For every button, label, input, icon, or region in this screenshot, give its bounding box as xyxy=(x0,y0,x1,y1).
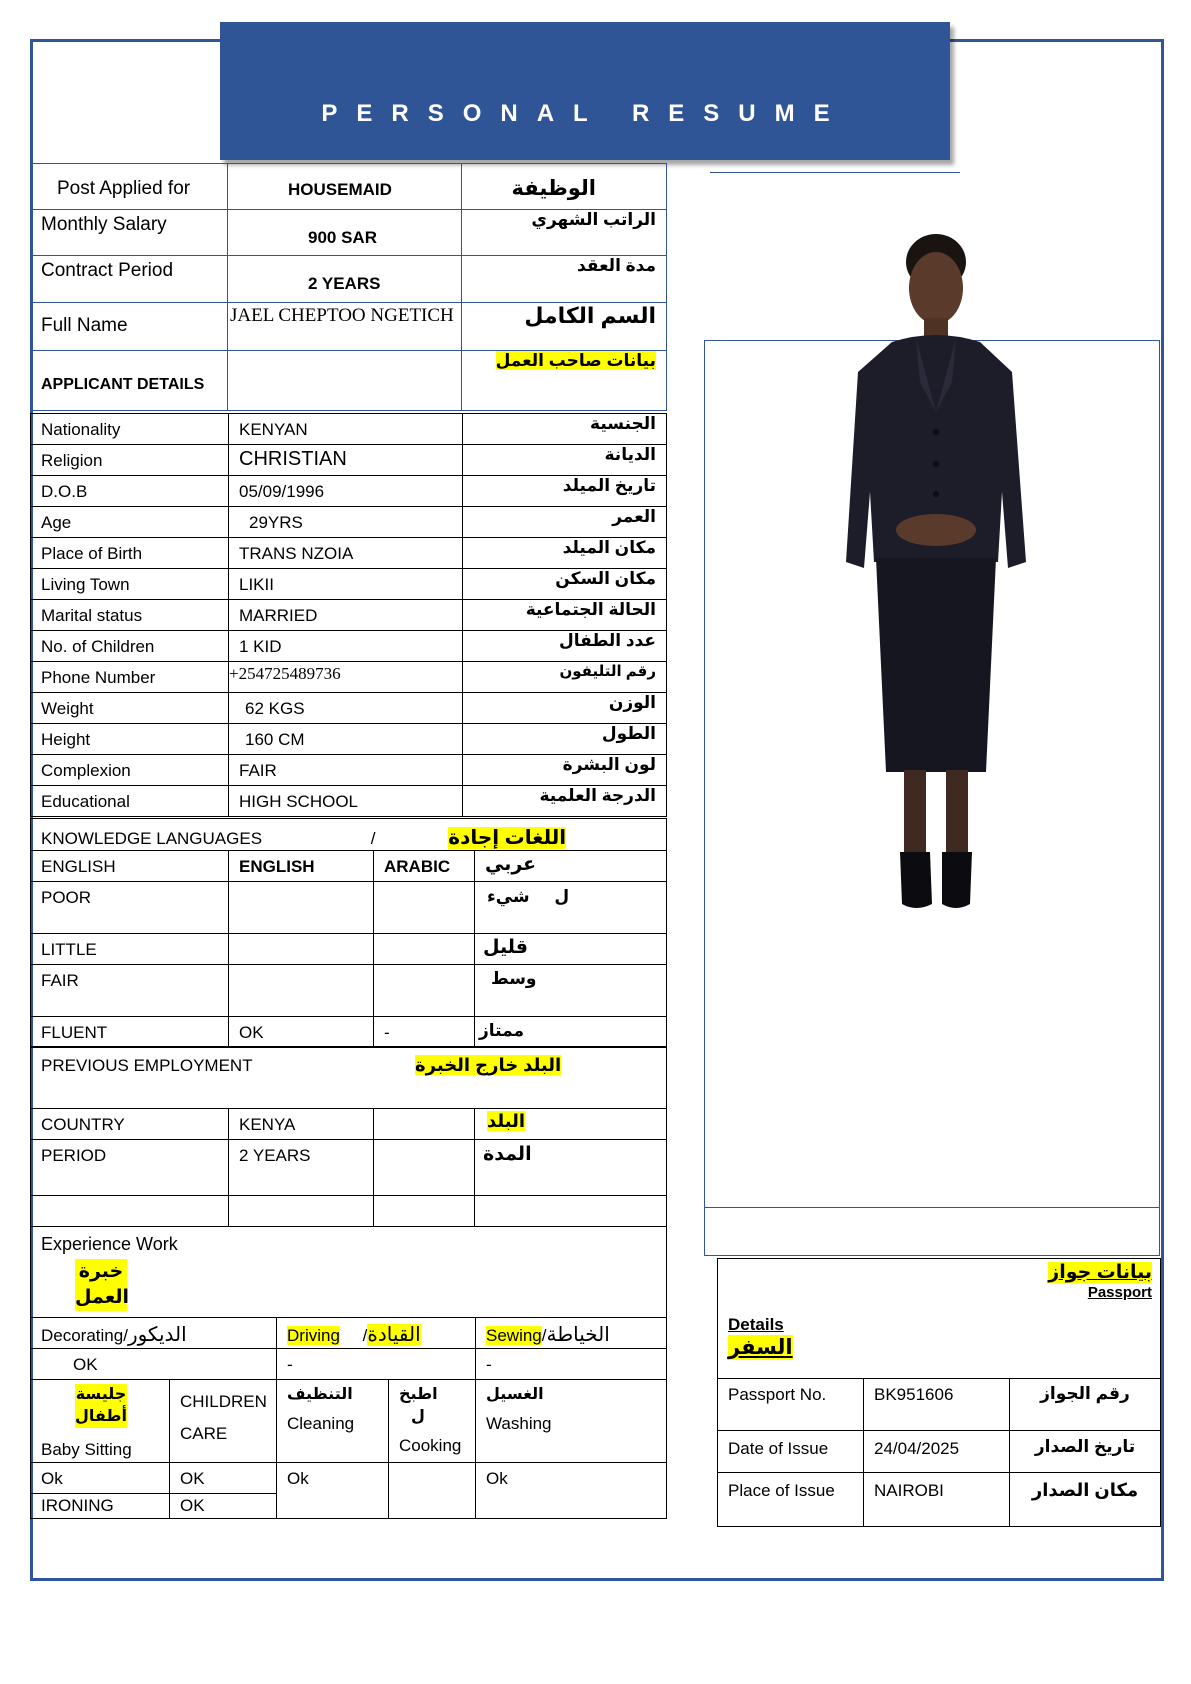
experience-title: Experience Work xyxy=(41,1234,178,1254)
detail-label: Marital status xyxy=(31,600,229,631)
details-table xyxy=(30,413,667,817)
cooking-label: Cooking xyxy=(399,1436,462,1455)
driving-value: - xyxy=(277,1349,476,1380)
detail-ar: مكان السكن xyxy=(463,569,667,600)
passport-no-label: Passport No. xyxy=(718,1379,864,1431)
baby-value: Ok xyxy=(31,1463,170,1494)
ironing-value: OK xyxy=(170,1494,277,1519)
detail-value: FAIR xyxy=(229,755,463,786)
detail-ar: الديانة xyxy=(463,445,667,476)
page-title: PERSONAL RESUME xyxy=(321,100,849,127)
baby-ar: جليسة أطفال xyxy=(75,1384,127,1428)
lang-row-ar: ل شيء xyxy=(475,882,667,934)
detail-label: Religion xyxy=(31,445,229,476)
empty-cell xyxy=(229,1196,374,1227)
detail-label: Place of Birth xyxy=(31,538,229,569)
contract-ar: مدة العقد xyxy=(462,256,667,303)
salary-label: Monthly Salary xyxy=(31,210,228,256)
driving-sep: / xyxy=(362,1326,368,1345)
detail-ar: تاريخ الميلد xyxy=(463,476,667,507)
children-value: OK xyxy=(170,1463,277,1494)
detail-label: D.O.B xyxy=(31,476,229,507)
passport-title-ar: بيانات جواز xyxy=(1048,1262,1153,1283)
detail-label: Weight xyxy=(31,693,229,724)
detail-ar: رقم التليفون xyxy=(463,662,667,693)
issue-place-value: NAIROBI xyxy=(864,1473,1010,1527)
photo-frame-line xyxy=(710,172,960,173)
detail-value: LIKII xyxy=(229,569,463,600)
lang-row-label: LITTLE xyxy=(31,934,229,965)
languages-header xyxy=(31,819,667,851)
contract-label: Contract Period xyxy=(31,256,228,303)
period-value: 2 YEARS xyxy=(229,1140,374,1196)
country-ar-cell xyxy=(475,1109,667,1140)
detail-ar: مكان الميلد xyxy=(463,538,667,569)
cooking-ar: اطبخ ل xyxy=(399,1386,438,1425)
salary-ar: الراتب الشهري xyxy=(462,210,667,256)
detail-value: MARRIED xyxy=(229,600,463,631)
languages-table xyxy=(30,818,667,1048)
washing-label: Washing xyxy=(486,1414,552,1433)
lang-row-english xyxy=(229,965,374,1017)
cleaning-value: Ok xyxy=(277,1463,389,1519)
detail-value: +254725489736 xyxy=(229,662,463,693)
lang-row-ar: قليل xyxy=(475,934,667,965)
applicant-ar-cell xyxy=(462,351,667,411)
lang-row-ar: وسط xyxy=(475,965,667,1017)
name-value: JAEL CHEPTOO NGETICH xyxy=(228,303,462,351)
issue-place-ar: مكان الصدار xyxy=(1010,1473,1161,1527)
lang-row-arabic xyxy=(374,965,475,1017)
sewing-sep: / xyxy=(541,1326,547,1345)
photo-frame-footer xyxy=(704,1208,1160,1256)
cleaning-label: Cleaning xyxy=(287,1414,355,1433)
employment-header xyxy=(31,1047,667,1109)
detail-value: 160 CM xyxy=(229,724,463,755)
decorating-label: Decorating/ xyxy=(41,1326,128,1345)
passport-no-value: BK951606 xyxy=(864,1379,1010,1431)
lang-row-english xyxy=(229,882,374,934)
detail-value: TRANS NZOIA xyxy=(229,538,463,569)
driving-cell xyxy=(277,1318,476,1349)
experience-table xyxy=(30,1226,667,1519)
name-label: Full Name xyxy=(31,303,228,351)
passport-details-ar: السفر xyxy=(728,1336,793,1359)
detail-label: Educational xyxy=(31,786,229,817)
detail-label: Height xyxy=(31,724,229,755)
applicant-label: APPLICANT DETAILS xyxy=(31,351,228,411)
lang-row-label: FAIR xyxy=(31,965,229,1017)
contract-value: 2 YEARS xyxy=(228,256,462,303)
empty-cell xyxy=(374,1196,475,1227)
detail-value: 05/09/1996 xyxy=(229,476,463,507)
passport-header xyxy=(718,1259,1161,1379)
passport-title-en: Passport xyxy=(1087,1284,1153,1301)
sewing-cell xyxy=(476,1318,667,1349)
detail-ar: عدد الطفال xyxy=(463,631,667,662)
detail-value: HIGH SCHOOL xyxy=(229,786,463,817)
name-ar: السم الكامل xyxy=(462,303,667,351)
children-care-label: CHILDREN CARE xyxy=(170,1380,277,1463)
decorating-ar: الديكور xyxy=(127,1324,187,1346)
cleaning-ar: التنظيف xyxy=(287,1386,353,1403)
title-banner xyxy=(220,22,950,160)
passport-no-ar: رقم الجواز xyxy=(1010,1379,1161,1431)
decorating-cell xyxy=(31,1318,277,1349)
lang-row-arabic xyxy=(374,882,475,934)
post-table xyxy=(30,163,667,411)
detail-ar: لون البشرة xyxy=(463,755,667,786)
country-ar: البلد xyxy=(487,1111,526,1131)
employment-title-ar: البلد خارج الخبرة xyxy=(415,1055,562,1075)
detail-ar: الدرجة العلمية xyxy=(463,786,667,817)
post-label: Post Applied for xyxy=(31,164,228,210)
country-label: COUNTRY xyxy=(31,1109,229,1140)
period-ar: المدة xyxy=(475,1140,667,1196)
detail-ar: الحالة الجتماعية xyxy=(463,600,667,631)
post-ar: الوظيفة xyxy=(462,164,667,210)
detail-label: Complexion xyxy=(31,755,229,786)
passport-title-ar-wrap xyxy=(728,1261,1152,1284)
empty-cell xyxy=(475,1196,667,1227)
empty-cell xyxy=(31,1196,229,1227)
detail-value: KENYAN xyxy=(229,414,463,445)
experience-title-ar: خبرة العمل xyxy=(75,1259,127,1311)
washing-cell xyxy=(476,1380,667,1463)
issue-date-value: 24/04/2025 xyxy=(864,1431,1010,1473)
washing-value: Ok xyxy=(476,1463,667,1519)
baby-label: Baby Sitting xyxy=(41,1440,132,1459)
passport-table xyxy=(717,1258,1161,1527)
lang-col-english: ENGLISH xyxy=(31,851,229,882)
languages-title-ar: اللغات إجادة xyxy=(448,827,567,849)
country-value: KENYA xyxy=(229,1109,374,1140)
baby-cell xyxy=(31,1380,170,1463)
detail-label: Living Town xyxy=(31,569,229,600)
languages-title: KNOWLEDGE LANGUAGES xyxy=(41,829,263,848)
detail-ar: الجنسية xyxy=(463,414,667,445)
period-label: PERIOD xyxy=(31,1140,229,1196)
languages-slash: / xyxy=(370,829,376,848)
applicant-value xyxy=(228,351,462,411)
lang-row-arabic: - xyxy=(374,1017,475,1048)
issue-date-label: Date of Issue xyxy=(718,1431,864,1473)
employment-title: PREVIOUS EMPLOYMENT xyxy=(41,1056,253,1075)
cleaning-cell xyxy=(277,1380,389,1463)
sewing-label: Sewing xyxy=(486,1326,542,1345)
sewing-value: - xyxy=(476,1349,667,1380)
driving-label: Driving xyxy=(287,1326,340,1345)
detail-ar: الوزن xyxy=(463,693,667,724)
lang-col-english-head: ENGLISH xyxy=(229,851,374,882)
detail-value: 62 KGS xyxy=(229,693,463,724)
lang-row-english: OK xyxy=(229,1017,374,1048)
washing-ar: الغسيل xyxy=(486,1386,544,1403)
detail-label: Phone Number xyxy=(31,662,229,693)
salary-value: 900 SAR xyxy=(228,210,462,256)
detail-label: Nationality xyxy=(31,414,229,445)
cooking-cell xyxy=(389,1380,476,1463)
lang-row-ar: ممتاز xyxy=(475,1017,667,1048)
detail-value: CHRISTIAN xyxy=(229,445,463,476)
country-extra xyxy=(374,1109,475,1140)
period-extra xyxy=(374,1140,475,1196)
ironing-label: IRONING xyxy=(31,1494,170,1519)
driving-ar: القيادة xyxy=(367,1324,421,1346)
detail-ar: العمر xyxy=(463,507,667,538)
experience-header xyxy=(31,1227,667,1318)
lang-row-arabic xyxy=(374,934,475,965)
decorating-value: OK xyxy=(31,1349,277,1380)
detail-value: 1 KID xyxy=(229,631,463,662)
cooking-value xyxy=(389,1463,476,1519)
employment-table xyxy=(30,1046,667,1227)
detail-label: No. of Children xyxy=(31,631,229,662)
lang-col-ar: عربي xyxy=(475,851,667,882)
post-value: HOUSEMAID xyxy=(228,164,462,210)
detail-label: Age xyxy=(31,507,229,538)
sewing-ar: الخياطة xyxy=(546,1324,610,1346)
applicant-ar: بيانات صاحب العمل xyxy=(495,351,656,370)
lang-row-label: FLUENT xyxy=(31,1017,229,1048)
applicant-photo xyxy=(812,232,1058,912)
lang-row-english xyxy=(229,934,374,965)
detail-ar: الطول xyxy=(463,724,667,755)
issue-place-label: Place of Issue xyxy=(718,1473,864,1527)
passport-details: Details xyxy=(728,1315,784,1334)
lang-row-label: POOR xyxy=(31,882,229,934)
detail-value: 29YRS xyxy=(229,507,463,538)
issue-date-ar: تاريخ الصدار xyxy=(1010,1431,1161,1473)
lang-col-arabic: ARABIC xyxy=(374,851,475,882)
